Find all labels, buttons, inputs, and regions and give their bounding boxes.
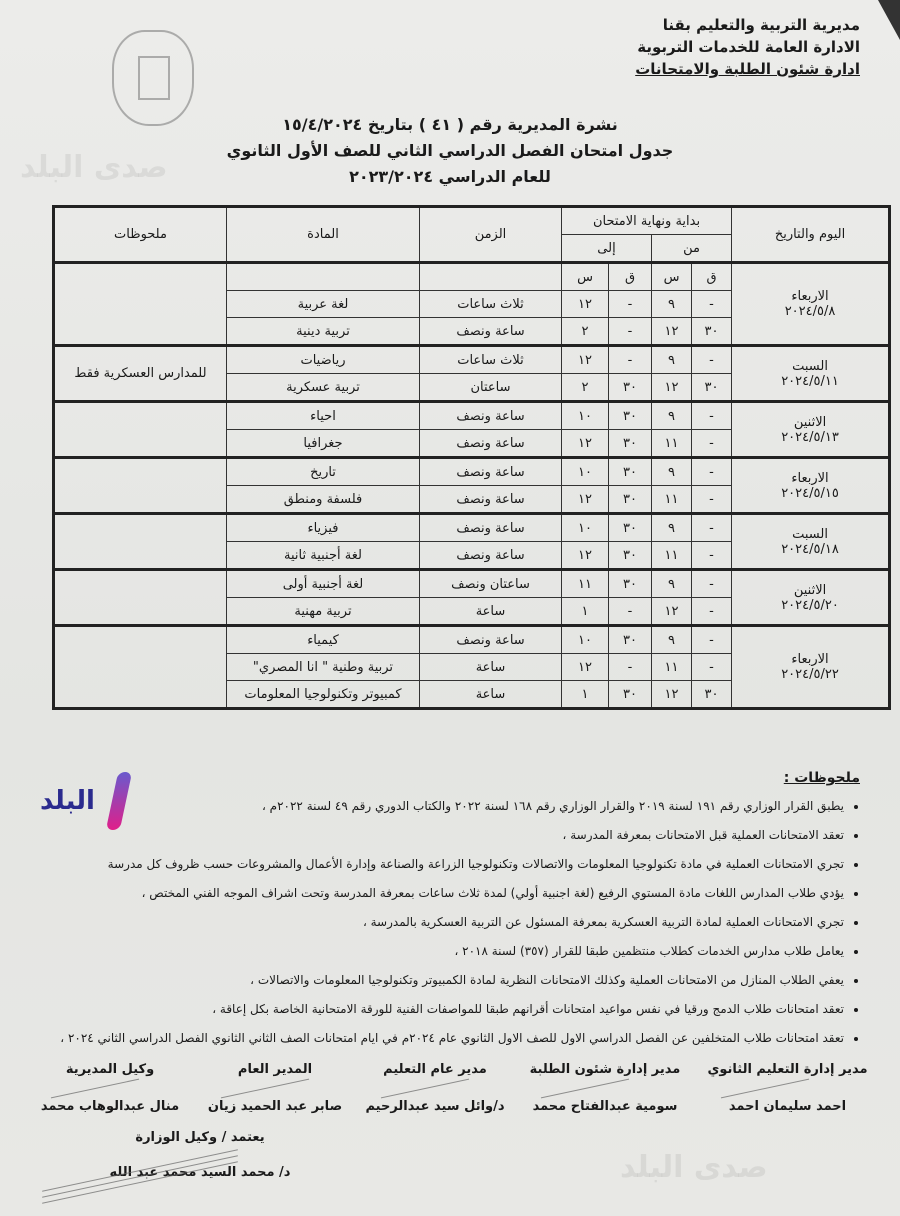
day-date-cell bbox=[732, 346, 890, 402]
to-hour: ١٠ bbox=[562, 402, 609, 430]
duration: ساعتان bbox=[420, 374, 562, 402]
to-minute: ٣٠ bbox=[609, 681, 652, 709]
group-note bbox=[54, 402, 227, 458]
from-minute: - bbox=[692, 542, 732, 570]
day-name: السبت bbox=[792, 526, 828, 542]
duration-spacer bbox=[420, 263, 562, 291]
to-hour: ١٠ bbox=[562, 458, 609, 486]
from-hour: ١١ bbox=[652, 542, 692, 570]
duration: ساعة ونصف bbox=[420, 458, 562, 486]
signature-block bbox=[700, 1062, 875, 1114]
from-hour: ٩ bbox=[652, 514, 692, 542]
to-hour: ١٢ bbox=[562, 654, 609, 681]
note-item: • يؤدي طلاب المدارس اللغات مادة المستوي الرفيع (لغة اجنبية أولي) لمدة ثلاث ساعات بمعرفة المدرسة وتحت اشراف الموجه الفني المختص ، bbox=[30, 879, 844, 908]
from-hour: ١٢ bbox=[652, 681, 692, 709]
to-minute: - bbox=[609, 291, 652, 318]
note-item: • يعامل طلاب مدارس الخدمات كطلاب منتظمين طبقا للقرار (٣٥٧) لسنة ٢٠١٨ ، bbox=[30, 937, 844, 966]
day-name: الاثنين bbox=[793, 414, 827, 430]
from-minute: - bbox=[692, 654, 732, 681]
duration: ساعة ونصف bbox=[420, 486, 562, 514]
subject: فلسفة ومنطق bbox=[227, 486, 420, 514]
from-minute: - bbox=[692, 626, 732, 654]
to-hour: ١٠ bbox=[562, 626, 609, 654]
schedule-title: جدول امتحان الفصل الدراسي الثاني للصف الأول الثانوي bbox=[226, 141, 674, 160]
signatory-title: مدير إدارة التعليم الثانوي bbox=[707, 1062, 868, 1077]
subject: كمبيوتر وتكنولوجيا المعلومات bbox=[227, 681, 420, 709]
signature-block bbox=[30, 1062, 190, 1114]
exam-date: ٢٠٢٤/٥/١١ bbox=[781, 373, 839, 389]
from-hour: ١١ bbox=[652, 486, 692, 514]
subject-spacer bbox=[227, 263, 420, 291]
signatory-name: منال عبدالوهاب محمد bbox=[40, 1099, 180, 1114]
from-hour: ٩ bbox=[652, 458, 692, 486]
note-item: • تجري الامتحانات العملية في مادة تكنولوجيا المعلومات والاتصالات وتكنولوجيا الزراعة والصناعة وإدارة الأعمال والمشروعات حسب ظروف كل مدرسة bbox=[30, 850, 844, 879]
table-row bbox=[54, 402, 890, 430]
from-hour: ٩ bbox=[652, 402, 692, 430]
note-item: • تعقد الامتحانات العملية قبل الامتحانات بمعرفة المدرسة ، bbox=[30, 821, 844, 850]
to-hour: ١٢ bbox=[562, 430, 609, 458]
minute-label: ق bbox=[609, 263, 652, 291]
from-minute: ٣٠ bbox=[692, 374, 732, 402]
subject: جغرافيا bbox=[227, 430, 420, 458]
table-row bbox=[54, 458, 890, 486]
from-hour: ٩ bbox=[652, 291, 692, 318]
to-minute: ٣٠ bbox=[609, 486, 652, 514]
table-row bbox=[54, 570, 890, 598]
to-minute: ٣٠ bbox=[609, 570, 652, 598]
duration: ثلاث ساعات bbox=[420, 291, 562, 318]
subject: لغة عربية bbox=[227, 291, 420, 318]
note-item: • يعفي الطلاب المنازل من الامتحانات العملية وكذلك الامتحانات النظرية لمادة الكمبيوتر وتكنولوجيا المعلومات والاتصالات ، bbox=[30, 966, 844, 995]
from-minute: - bbox=[692, 598, 732, 626]
subject: لغة أجنبية أولى bbox=[227, 570, 420, 598]
note-item: • تعقد امتحانات طلاب الدمج ورقيا في نفس مواعيد امتحانات أقرانهم طبقا للمواصفات الفنية للورقة الامتحانية الخاصة بكل إعاقة ، bbox=[30, 995, 844, 1024]
to-minute: ٣٠ bbox=[609, 402, 652, 430]
to-hour: ١٠ bbox=[562, 514, 609, 542]
header-day-date: اليوم والتاريخ bbox=[732, 207, 890, 263]
from-minute: ٣٠ bbox=[692, 681, 732, 709]
from-hour: ١٢ bbox=[652, 318, 692, 346]
header-duration: الزمن bbox=[420, 207, 562, 263]
from-hour: ٩ bbox=[652, 346, 692, 374]
header-from: من bbox=[652, 235, 732, 263]
from-minute: - bbox=[692, 486, 732, 514]
signatory-name: د/وائل سيد عبدالرحيم bbox=[365, 1099, 505, 1114]
logo-mark-icon bbox=[106, 772, 132, 830]
to-minute: ٣٠ bbox=[609, 458, 652, 486]
subject: فيزياء bbox=[227, 514, 420, 542]
from-minute: - bbox=[692, 291, 732, 318]
notes-section bbox=[30, 770, 860, 1053]
day-name: الاربعاء bbox=[791, 289, 829, 304]
from-hour: ٩ bbox=[652, 626, 692, 654]
approval-title: يعتمد / وكيل الوزارة bbox=[135, 1130, 265, 1145]
note-item: • تعقد امتحانات طلاب المتخلفين عن الفصل الدراسي الاول للصف الاول الثانوي عام ٢٠٢٤م في ايام امتحانات الصف الثاني الثانوي الفصل الدراسي الثاني ٢٠٢٤ ، bbox=[30, 1024, 844, 1053]
from-minute: - bbox=[692, 402, 732, 430]
group-note bbox=[54, 458, 227, 514]
to-hour: ١٢ bbox=[562, 542, 609, 570]
signature-block bbox=[520, 1062, 690, 1114]
to-hour: ١٢ bbox=[562, 346, 609, 374]
day-name: الاربعاء bbox=[791, 652, 829, 667]
notes-list bbox=[30, 792, 860, 1053]
to-minute: ٣٠ bbox=[609, 542, 652, 570]
signatory-name: صابر عبد الحميد زيان bbox=[207, 1099, 343, 1114]
to-minute: - bbox=[609, 318, 652, 346]
to-hour: ١١ bbox=[562, 570, 609, 598]
logo-text: البلد bbox=[40, 786, 95, 816]
subject: احياء bbox=[227, 402, 420, 430]
folded-corner bbox=[878, 0, 900, 40]
duration: ساعة ونصف bbox=[420, 318, 562, 346]
subheader-row bbox=[54, 263, 890, 291]
signatory-title: المدير العام bbox=[237, 1062, 313, 1077]
duration: ساعة bbox=[420, 681, 562, 709]
to-minute: ٣٠ bbox=[609, 374, 652, 402]
subject: كيمياء bbox=[227, 626, 420, 654]
day-date-cell bbox=[732, 570, 890, 626]
duration: ساعة ونصف bbox=[420, 402, 562, 430]
subject: تربية دينية bbox=[227, 318, 420, 346]
day-date-cell bbox=[732, 458, 890, 514]
day-date-cell bbox=[732, 626, 890, 709]
org-line-2: الادارة العامة للخدمات التربوية bbox=[637, 38, 860, 56]
note-item: • يطبق القرار الوزاري رقم ١٩١ لسنة ٢٠١٩ والقرار الوزاري رقم ١٦٨ لسنة ٢٠٢٢ والكتاب الدوري رقم ٤٩ لسنة ٢٠٢٢م ، bbox=[30, 792, 844, 821]
table-row bbox=[54, 514, 890, 542]
exam-date: ٢٠٢٤/٥/٨ bbox=[784, 304, 836, 319]
subject: تربية عسكرية bbox=[227, 374, 420, 402]
signatory-name: احمد سليمان احمد bbox=[728, 1099, 847, 1114]
signatory-title: مدير إدارة شئون الطلبة bbox=[529, 1062, 681, 1077]
duration: ساعتان ونصف bbox=[420, 570, 562, 598]
to-minute: - bbox=[609, 346, 652, 374]
signatory-title: وكيل المديرية bbox=[65, 1062, 155, 1077]
header-notes: ملحوظات bbox=[54, 207, 227, 263]
from-hour: ٩ bbox=[652, 570, 692, 598]
duration: ساعة ونصف bbox=[420, 514, 562, 542]
from-minute: - bbox=[692, 458, 732, 486]
from-minute: - bbox=[692, 430, 732, 458]
watermark-text: صدى البلد bbox=[20, 150, 168, 185]
header-to: إلى bbox=[562, 235, 652, 263]
watermark-text: صدى البلد bbox=[620, 1150, 768, 1185]
duration: ساعة ونصف bbox=[420, 626, 562, 654]
exam-schedule-table bbox=[52, 205, 891, 710]
from-minute: - bbox=[692, 346, 732, 374]
hour-label: س bbox=[652, 263, 692, 291]
from-hour: ١١ bbox=[652, 654, 692, 681]
exam-date: ٢٠٢٤/٥/١٨ bbox=[781, 541, 839, 557]
subject: تاريخ bbox=[227, 458, 420, 486]
to-hour: ١٢ bbox=[562, 486, 609, 514]
table-row bbox=[54, 626, 890, 654]
subject: تربية وطنية " انا المصري" bbox=[227, 654, 420, 681]
signature-block bbox=[360, 1062, 510, 1114]
to-minute: ٣٠ bbox=[609, 430, 652, 458]
from-minute: ٣٠ bbox=[692, 318, 732, 346]
to-hour: ١ bbox=[562, 598, 609, 626]
to-minute: ٣٠ bbox=[609, 514, 652, 542]
subject: تربية مهنية bbox=[227, 598, 420, 626]
organization-header bbox=[635, 14, 860, 80]
org-line-3: ادارة شئون الطلبة والامتحانات bbox=[635, 60, 860, 78]
day-name: الاربعاء bbox=[791, 470, 829, 486]
to-minute: - bbox=[609, 598, 652, 626]
duration: ساعة ونصف bbox=[420, 430, 562, 458]
signatory-title: مدير عام التعليم bbox=[383, 1062, 487, 1077]
exam-date: ٢٠٢٤/٥/٢٢ bbox=[781, 667, 839, 682]
duration: ساعة bbox=[420, 598, 562, 626]
subject: رياضيات bbox=[227, 346, 420, 374]
header-start-end: بداية ونهاية الامتحان bbox=[562, 207, 732, 235]
signatory-name: سومية عبدالفتاح محمد bbox=[532, 1099, 678, 1114]
from-hour: ١١ bbox=[652, 430, 692, 458]
header-subject: المادة bbox=[227, 207, 420, 263]
academic-year: للعام الدراسي ٢٠٢٣/٢٠٢٤ bbox=[349, 167, 551, 186]
from-hour: ١٢ bbox=[652, 598, 692, 626]
exam-date: ٢٠٢٤/٥/٢٠ bbox=[781, 597, 839, 613]
group-note bbox=[54, 514, 227, 570]
group-note bbox=[54, 570, 227, 626]
from-hour: ١٢ bbox=[652, 374, 692, 402]
note-item: • تجري الامتحانات العملية لمادة التربية العسكرية بمعرفة المسئول عن التربية العسكرية بالمدرسة ، bbox=[30, 908, 844, 937]
group-note: للمدارس العسكرية فقط bbox=[54, 346, 227, 402]
day-name: الاثنين bbox=[793, 582, 827, 598]
day-date-cell bbox=[732, 402, 890, 458]
elbalad-logo bbox=[40, 770, 140, 834]
approval-name: د/ محمد السيد محمد عبد الله bbox=[109, 1165, 291, 1180]
minute-label: ق bbox=[692, 263, 732, 291]
duration: ساعة bbox=[420, 654, 562, 681]
to-minute: ٣٠ bbox=[609, 626, 652, 654]
document-titles bbox=[170, 112, 730, 190]
org-line-1: مديرية التربية والتعليم بقنا bbox=[662, 16, 860, 34]
hour-label: س bbox=[562, 263, 609, 291]
signature-block bbox=[200, 1062, 350, 1114]
group-note bbox=[54, 626, 227, 709]
day-date-cell bbox=[732, 514, 890, 570]
duration: ثلاث ساعات bbox=[420, 346, 562, 374]
exam-date: ٢٠٢٤/٥/١٣ bbox=[781, 429, 839, 445]
exam-date: ٢٠٢٤/٥/١٥ bbox=[781, 485, 839, 501]
bulletin-number: نشرة المديرية رقم ( ٤١ ) بتاريخ ١٥/٤/٢٠٢٤ bbox=[282, 115, 618, 134]
notes-heading: ملحوظات : bbox=[783, 770, 860, 786]
from-minute: - bbox=[692, 570, 732, 598]
group-note bbox=[54, 263, 227, 346]
to-hour: ١ bbox=[562, 681, 609, 709]
day-name: السبت bbox=[792, 358, 828, 374]
table-row bbox=[54, 346, 890, 374]
to-minute: - bbox=[609, 654, 652, 681]
from-minute: - bbox=[692, 514, 732, 542]
day-date-cell bbox=[732, 263, 890, 346]
duration: ساعة ونصف bbox=[420, 542, 562, 570]
subject: لغة أجنبية ثانية bbox=[227, 542, 420, 570]
to-hour: ١٢ bbox=[562, 291, 609, 318]
to-hour: ٢ bbox=[562, 318, 609, 346]
to-hour: ٢ bbox=[562, 374, 609, 402]
